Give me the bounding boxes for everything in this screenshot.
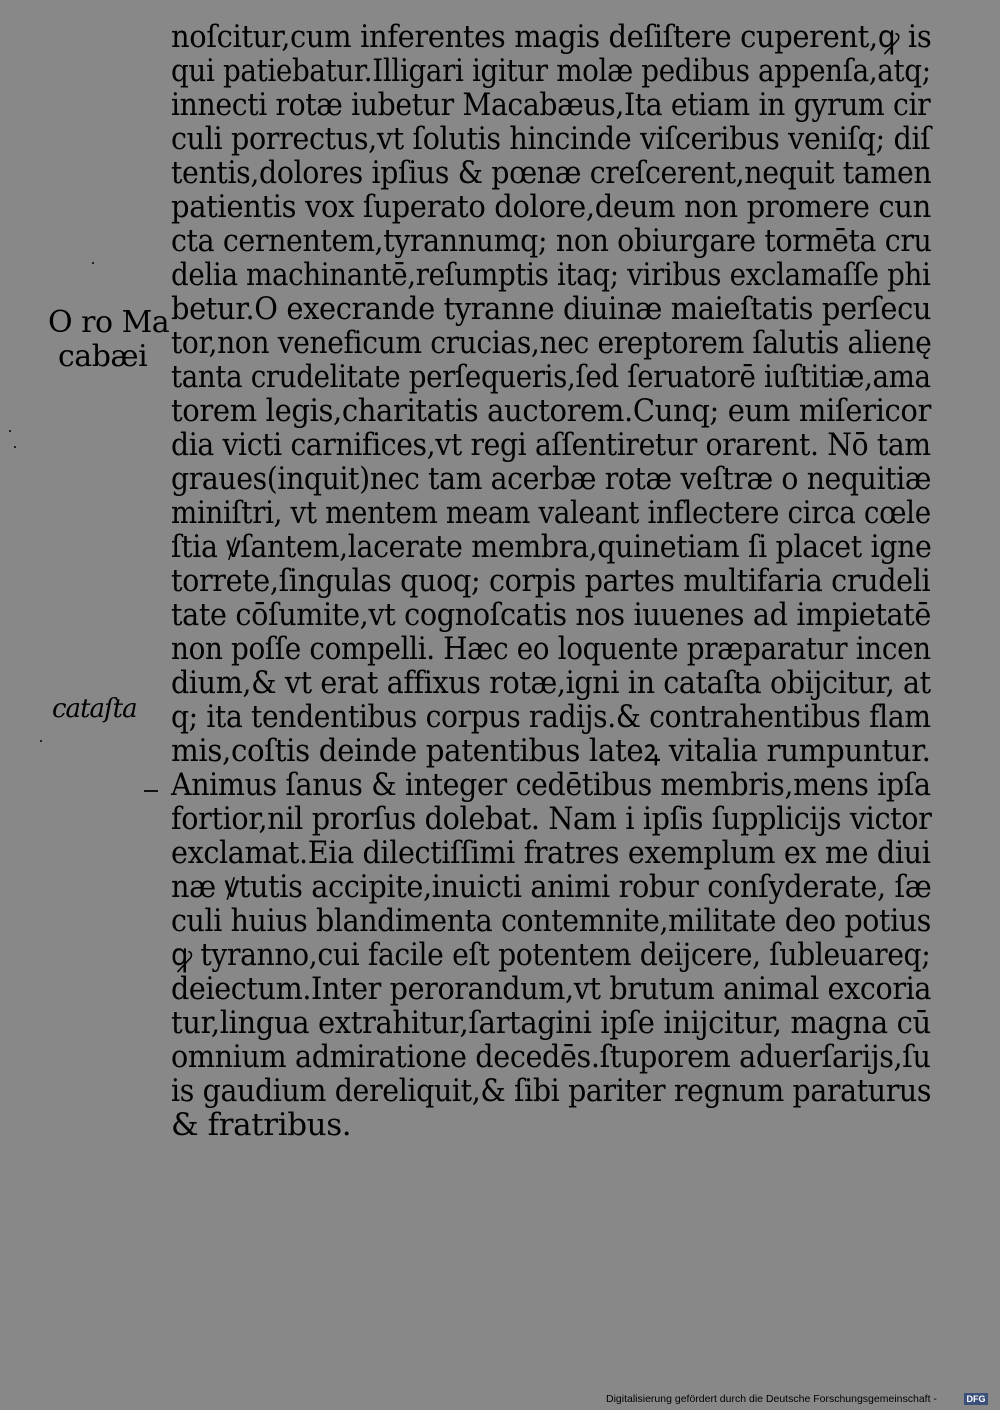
- text-line: fortior,nil prorſus dolebat. Nam i ipſis ſupplicijs victor: [171, 801, 932, 837]
- text-line: qui patiebatur.Illigari igitur molæ pedibus appenſa,atq;: [171, 53, 931, 89]
- scan-mark: [144, 790, 158, 792]
- text-line: mis,coſtis deinde patentibus lateꝝ vitalia rumpuntur.: [171, 733, 931, 769]
- scan-speck: [40, 740, 42, 742]
- text-line: tentis,dolores ipſius & pœnæ creſcerent,nequit tamen: [171, 155, 932, 191]
- text-line: non poſſe compelli. Hæc eo loquente præparatur incen: [171, 631, 931, 667]
- text-line: næ ꝟtutis accipite,inuicti animi robur conſyderate, ſæ: [171, 869, 932, 905]
- text-line: deiectum.Inter perorandum,vt brutum animal excoria: [171, 971, 932, 1007]
- text-line: ꝙ tyranno,cui facile eſt potentem deijcere, ſubleuareq;: [171, 937, 931, 973]
- digitization-credit: Digitalisierung gefördert durch die Deutsche Forschungsgemeinschaft -: [606, 1393, 937, 1405]
- scan-speck: [9, 430, 11, 432]
- text-line: patientis vox ſuperato dolore,deum non promere cun: [171, 189, 931, 225]
- text-line: tate cōſumite,vt cognoſcatis nos iuuenes ad impietatē: [171, 597, 931, 633]
- text-line: graues(inquit)nec tam acerbæ rotæ veſtræ o nequitiæ: [171, 461, 932, 497]
- text-line: dia victi carnifices,vt regi aſſentiretur orarent. Nō tam: [171, 427, 931, 463]
- dfg-logo: DFG: [964, 1393, 988, 1405]
- text-line: ſtia ꝟſantem,lacerate membra,quinetiam ſi placet igne: [171, 529, 932, 565]
- text-line: is gaudium dereliquit,& ſibi pariter regnum paraturus: [171, 1073, 932, 1109]
- text-line: dium,& vt erat affixus rotæ,igni in cataſta obijcitur, at: [171, 665, 931, 701]
- text-line: Animus ſanus & integer cedētibus membris,mens ipſa: [171, 767, 931, 803]
- margin-note-oro-line-2: cabæi: [58, 339, 148, 374]
- text-line: miniſtri, vt mentem meam valeant inflectere circa cœle: [171, 495, 931, 531]
- text-line: delia machinantē,reſumptis itaq; viribus exclamaſſe phi: [171, 257, 931, 293]
- text-line: omnium admiratione decedēs.ſtuporem aduerſarijs,ſu: [171, 1039, 931, 1075]
- margin-note-oro-line-1: O ro Ma: [48, 305, 170, 340]
- text-line: tor,non veneficum crucias,nec ereptorem ſalutis alienę: [171, 325, 932, 361]
- scan-speck: [92, 262, 94, 264]
- text-line: innecti rotæ iubetur Macabæus,Ita etiam in gyrum cir: [171, 87, 931, 123]
- text-line: tur,lingua extrahitur,ſartagini ipſe inijcitur, magna cū: [171, 1005, 931, 1041]
- margin-note-catasta: cataſta: [52, 694, 137, 724]
- text-line: cta cernentem,tyrannumq; non obiurgare tormēta cru: [171, 223, 932, 259]
- text-line: & fratribus.: [171, 1107, 352, 1143]
- text-line: q; ita tendentibus corpus radijs.& contrahentibus flam: [171, 699, 931, 735]
- text-line: culi huius blandimenta contemnite,militate deo potius: [171, 903, 931, 939]
- text-line: tanta crudelitate perſequeris,ſed ſeruatorē iuſtitiæ,ama: [171, 359, 931, 395]
- text-line: torrete,ſingulas quoq; corpis partes multifaria crudeli: [171, 563, 931, 599]
- text-line: torem legis,charitatis auctorem.Cunq; eum miſericor: [171, 393, 931, 429]
- text-line: betur.O execrande tyranne diuinæ maieſtatis perſecu: [171, 291, 932, 327]
- scan-speck: [14, 446, 16, 448]
- text-line: culi porrectus,vt ſolutis hincinde viſceribus veniſq; diſ: [171, 121, 931, 157]
- text-line: noſcitur,cum inferentes magis deſiſtere cuperent,ꝙ is: [171, 19, 932, 55]
- text-line: exclamat.Eia dilectiſſimi fratres exemplum ex me diui: [171, 835, 931, 871]
